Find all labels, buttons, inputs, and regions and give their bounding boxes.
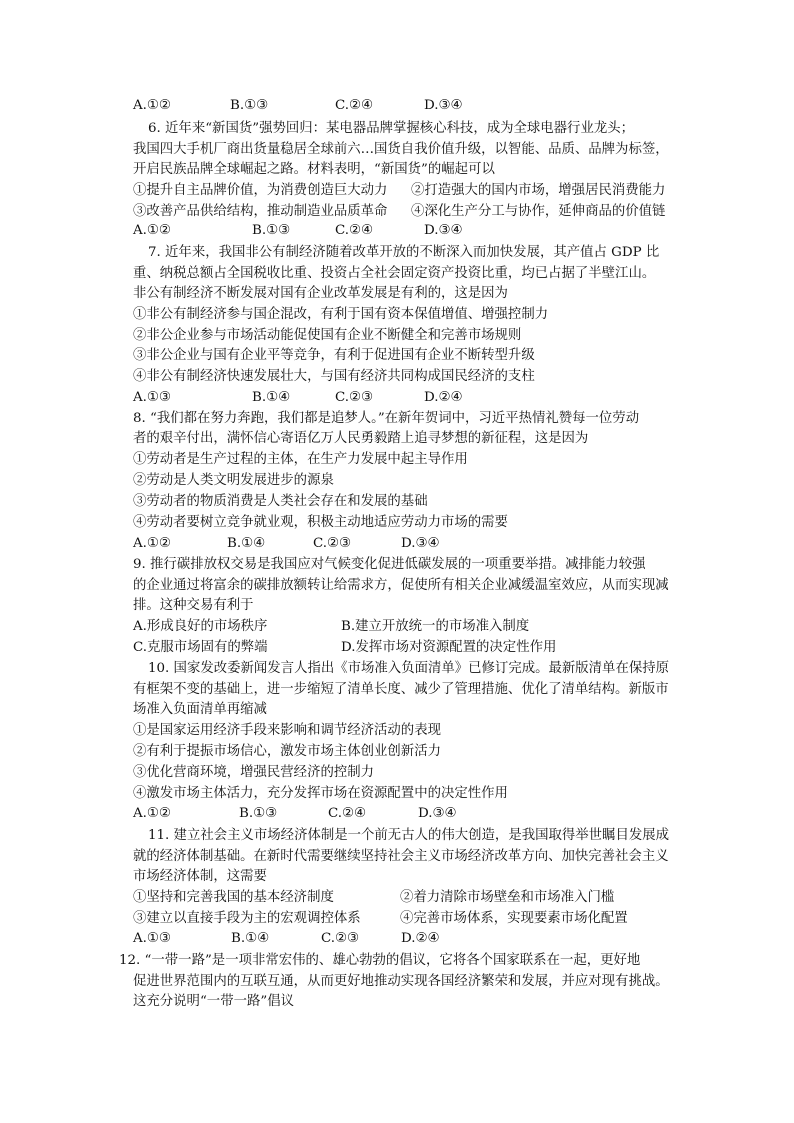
- q11-statement-2: ②着力清除市场壁垒和市场准入门槛: [400, 890, 615, 905]
- q7-statement-2: ②非公企业参与市场活动能促使国有企业不断健全和完善市场规则: [133, 328, 522, 343]
- q12-stem-line-2: 促进世界范围内的互联互通，从而更好地推动实现各国经济繁荣和发展，并应对现有挑战。: [133, 974, 669, 989]
- q11-statement-4: ④完善市场体系，实现要素市场化配置: [400, 911, 628, 926]
- q11-statement-3: ③建立以直接手段为主的宏观调控体系: [133, 911, 361, 926]
- option-a: A.①②: [133, 806, 171, 821]
- option-c: C.②③: [321, 931, 360, 946]
- option-c: C.②④: [335, 223, 374, 238]
- option-a: A.形成良好的市场秩序: [133, 619, 268, 634]
- q8-statement-1: ①劳动者是生产过程的主体，在生产力发展中起主导作用: [133, 452, 468, 467]
- option-d: D.②④: [401, 931, 440, 946]
- q7-stem-line-2: 重、纳税总额占全国税收比重、投资占全社会固定资产投资比重，均已占据了半壁江山。: [133, 266, 656, 281]
- q7-stem-line-1: 7. 近年来，我国非公有制经济随着改革开放的不断深入而加快发展，其产值占 GDP 比: [148, 245, 660, 260]
- q7-options: [133, 388, 693, 408]
- q6-statement-4: ④深化生产分工与协作，延伸商品的价值链: [411, 204, 666, 219]
- option-d: D.②④: [424, 390, 463, 405]
- q6-stem-line-3: 开启民族品牌全球崛起之路。材料表明，“新国货”的崛起可以: [133, 162, 495, 177]
- option-a: A.①③: [133, 390, 171, 405]
- q8-options: [133, 534, 693, 554]
- q11-stem-line-3: 市场经济体制，这需要: [133, 869, 267, 884]
- option-a: A.①②: [133, 223, 171, 238]
- option-b: B.①④: [252, 390, 291, 405]
- q9-stem-line-3: 排。这种交易有利于: [133, 598, 254, 613]
- option-d: D.③④: [418, 806, 457, 821]
- q6-stem-line-1: 6. 近年来“新国货”强势回归：某电器品牌掌握核心科技，成为全球电器行业龙头；: [148, 121, 635, 136]
- q9-options-row-2: [133, 638, 693, 658]
- q9-options-row-1: [133, 617, 693, 637]
- q10-statement-2: ②有利于提振市场信心，激发市场主体创业创新活力: [133, 744, 441, 759]
- q9-stem-line-1: 9. 推行碳排放权交易是我国应对气候变化促进低碳发展的一项重要举措。减排能力较强: [133, 557, 646, 572]
- q10-options: [133, 804, 693, 824]
- q11-statement-1: ①坚持和完善我国的基本经济制度: [133, 890, 334, 905]
- q7-statement-3: ③非公企业与国有企业平等竞争，有利于促进国有企业不断转型升级: [133, 348, 535, 363]
- option-a: A.①②: [133, 98, 171, 113]
- option-a: A.①②: [133, 536, 171, 551]
- option-c: C.克服市场固有的弊端: [133, 640, 268, 655]
- q11-stem-line-2: 就的经济体制基础。在新时代需要继续坚持社会主义市场经济改革方向、加快完善社会主义: [133, 849, 669, 864]
- q7-statement-1: ①非公有制经济参与国企混改，有利于国有资本保值增值、增强控制力: [133, 307, 549, 322]
- option-d: D.③④: [401, 536, 440, 551]
- q8-statement-3: ③劳动者的物质消费是人类社会存在和发展的基础: [133, 494, 428, 509]
- q8-statement-4: ④劳动者要树立竞争就业观，积极主动地适应劳动力市场的需要: [133, 515, 508, 530]
- option-a: A.①③: [133, 931, 171, 946]
- q12-stem-line-1: 12. “一带一路”是一项非常宏伟的、雄心勃勃的倡议，它将各个国家联系在一起，更好地: [119, 953, 641, 968]
- option-c: C.②③: [313, 536, 352, 551]
- q6-options: [133, 221, 693, 241]
- q10-stem-line-3: 场准入负面清单再缩减: [133, 702, 267, 717]
- option-b: B.①④: [231, 931, 270, 946]
- q11-options: [133, 929, 693, 949]
- option-b: B.①③: [239, 806, 278, 821]
- q12-stem-line-3: 这充分说明“一带一路”倡议: [133, 994, 294, 1009]
- option-b: B.①③: [230, 98, 269, 113]
- q8-statement-2: ②劳动是人类文明发展进步的源泉: [133, 473, 334, 488]
- option-c: C.②④: [335, 98, 374, 113]
- q10-statement-4: ④激发市场主体活力，充分发挥市场在资源配置中的决定性作用: [133, 786, 508, 801]
- q6-statement-3: ③改善产品供给结构，推动制造业品质革命: [133, 204, 388, 219]
- q10-stem-line-1: 10. 国家发改委新闻发言人指出《市场准入负面清单》已修订完成。最新版清单在保持原: [148, 661, 670, 676]
- q8-stem-line-2: 者的艰辛付出，满怀信心寄语亿万人民勇毅踏上追寻梦想的新征程，这是因为: [133, 431, 589, 446]
- option-b: B.①③: [252, 223, 291, 238]
- q9-stem-line-2: 的企业通过将富余的碳排放额转让给需求方，促使所有相关企业减缓温室效应，从而实现减: [133, 578, 669, 593]
- q11-stem-line-1: 11. 建立社会主义市场经济体制是一个前无古人的伟大创造，是我国取得举世瞩目发展成: [148, 828, 670, 843]
- q7-stem-line-3: 非公有制经济不断发展对国有企业改革发展是有利的，这是因为: [133, 286, 508, 301]
- q6-statement-1: ①提升自主品牌价值，为消费创造巨大动力: [133, 183, 388, 198]
- option-c: C.②④: [328, 806, 367, 821]
- q10-stem-line-2: 有框架不变的基础上，进一步缩短了清单长度、减少了管理措施、优化了清单结构。新版市: [133, 682, 669, 697]
- option-b: B.①④: [227, 536, 266, 551]
- q10-statement-3: ③优化营商环境，增强民营经济的控制力: [133, 765, 375, 780]
- option-c: C.②③: [335, 390, 374, 405]
- q6-statement-2: ②打造强大的国内市场，增强居民消费能力: [411, 183, 666, 198]
- option-d: D.发挥市场对资源配置的决定性作用: [341, 640, 557, 655]
- q8-stem-line-1: 8. “我们都在努力奔跑，我们都是追梦人。”在新年贺词中，习近平热情礼赞每一位劳动: [133, 411, 640, 426]
- option-d: D.③④: [424, 223, 463, 238]
- q10-statement-1: ①是国家运用经济手段来影响和调节经济活动的表现: [133, 723, 441, 738]
- q7-statement-4: ④非公有制经济快速发展壮大，与国有经济共同构成国民经济的支柱: [133, 369, 535, 384]
- option-d: D.③④: [424, 98, 463, 113]
- option-b: B.建立开放统一的市场准入制度: [341, 619, 530, 634]
- q5-options: [133, 96, 693, 116]
- q6-stem-line-2: 我国四大手机厂商出货量稳居全球前六…国货自我价值升级，以智能、品质、品牌为标签，: [133, 142, 669, 157]
